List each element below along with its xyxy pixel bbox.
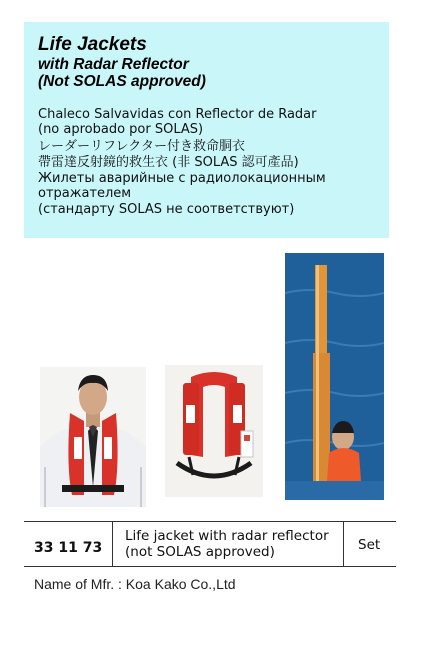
chinese-line: 帶雷達反射鏡的救生衣 (非 SOLAS 認可產品) xyxy=(38,154,299,170)
japanese-line: レーダーリフレクター付き救命胴衣 xyxy=(38,138,245,154)
product-description xyxy=(125,528,329,560)
title-line-1: Life Jackets xyxy=(38,34,147,55)
product-code: 33 11 73 xyxy=(34,540,103,556)
russian-line-2: отражателем xyxy=(38,186,132,202)
product-unit: Set xyxy=(358,537,381,553)
manufacturer-name: Name of Mfr. : Koa Kako Co.,Ltd xyxy=(34,576,236,592)
photo-life-jacket-product xyxy=(165,365,263,497)
product-title xyxy=(38,34,206,90)
description-line-2: (not SOLAS approved) xyxy=(125,544,275,560)
title-line-2: with Radar Reflector xyxy=(38,56,189,73)
russian-line-3: (стандарту SOLAS не соответствуют) xyxy=(38,201,295,217)
table-top-rule xyxy=(24,521,396,522)
table-divider-2 xyxy=(343,521,344,567)
table-divider-1 xyxy=(112,521,113,567)
spanish-line-2: (no aprobado por SOLAS) xyxy=(38,122,204,138)
spanish-line-1: Chaleco Salvavidas con Reflector de Radar xyxy=(38,107,317,122)
title-line-3: (Not SOLAS approved) xyxy=(38,73,206,90)
photo-man-wearing-jacket xyxy=(40,367,146,507)
translations-block xyxy=(38,107,383,217)
description-line-1: Life jacket with radar reflector xyxy=(125,528,329,544)
table-bottom-rule xyxy=(24,566,396,567)
header-panel xyxy=(24,22,389,238)
russian-line-1: Жилеты аварийные с радиолокационным xyxy=(38,171,326,187)
photo-radar-reflector-in-sea xyxy=(285,253,384,500)
